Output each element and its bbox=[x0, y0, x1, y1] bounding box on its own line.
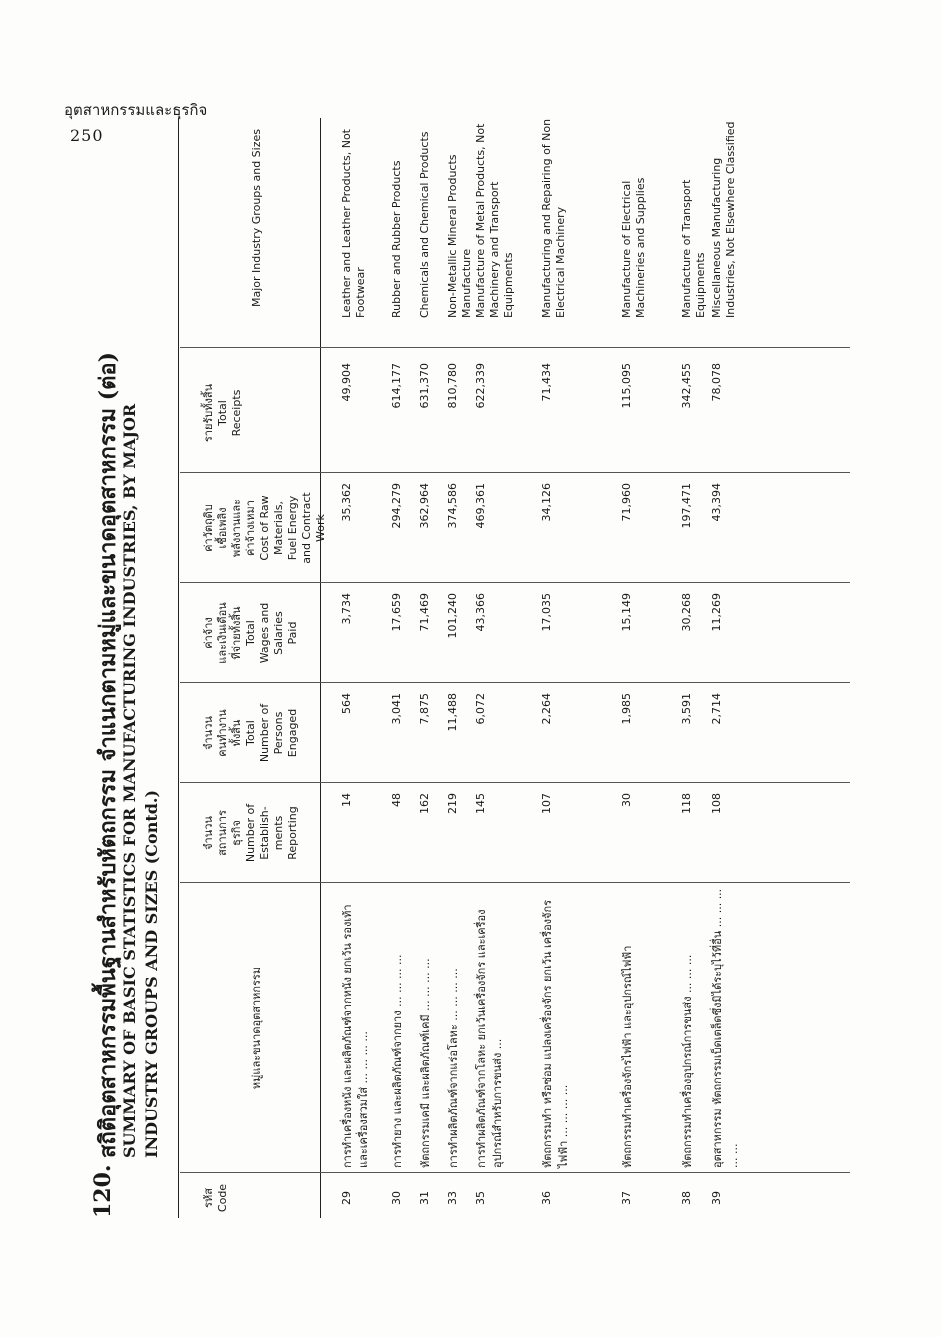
row-wages: 17,035 bbox=[540, 593, 553, 632]
row-name-th: การทำเครื่องหนัง และผลิตภัณฑ์จากหนัง ยกเว้น รองเท้า และเครื่องสวมใส่ ... ... ... ... bbox=[341, 904, 370, 1168]
row-name-en: Leather and Leather Products, Not Footwear bbox=[340, 129, 367, 318]
row-cost: 469,361 bbox=[474, 483, 487, 529]
header-receipts: รายรับทั้งสิ้น Total Receipts bbox=[202, 383, 243, 443]
row-establishments: 107 bbox=[540, 793, 553, 814]
row-name-th: หัตถกรรมเคมี และผลิตภัณฑ์เคมี ... ... ... ... bbox=[419, 958, 432, 1168]
row-wages: 3,734 bbox=[340, 593, 353, 625]
row-cost: 34,126 bbox=[540, 483, 553, 522]
row-receipts: 810,780 bbox=[446, 363, 459, 409]
row-name-en: Chemicals and Chemical Products bbox=[418, 131, 431, 318]
row-code: 38 bbox=[680, 1191, 693, 1205]
column-divider bbox=[180, 582, 850, 583]
row-cost: 294,279 bbox=[390, 483, 403, 529]
row-name-en: Manufacture of Metal Products, Not Machinery and Transport Equipments bbox=[474, 123, 515, 318]
row-name-en: Manufacturing and Repairing of Non Electrical Machinery bbox=[540, 118, 567, 318]
column-divider bbox=[180, 682, 850, 683]
row-name-en: Miscellaneous Manufacturing Industries, Not Elsewhere Classified bbox=[710, 121, 737, 318]
row-cost: 35,362 bbox=[340, 483, 353, 522]
row-name-th: หัตถกรรมทำเครื่องจักรไฟฟ้า และอุปกรณ์ไฟฟ้า bbox=[621, 945, 634, 1168]
header-wages: ค่าจ้าง และเงินเดือน ที่จ่ายทั้งสิ้น Total Wages and Salaries Paid bbox=[202, 602, 299, 664]
row-code: 30 bbox=[390, 1191, 403, 1205]
row-establishments: 145 bbox=[474, 793, 487, 814]
row-code: 31 bbox=[418, 1191, 431, 1205]
column-divider bbox=[180, 882, 850, 883]
row-establishments: 30 bbox=[620, 793, 633, 807]
row-wages: 71,469 bbox=[418, 593, 431, 632]
row-code: 39 bbox=[710, 1191, 723, 1205]
row-establishments: 162 bbox=[418, 793, 431, 814]
row-establishments: 14 bbox=[340, 793, 353, 807]
top-rule bbox=[178, 118, 179, 1218]
row-code: 33 bbox=[446, 1191, 459, 1205]
header-establishments: จำนวน สถานการ ธุรกิจ Number of Establish- ments Reporting bbox=[202, 803, 299, 863]
row-receipts: 622,339 bbox=[474, 363, 487, 409]
row-persons: 2,264 bbox=[540, 693, 553, 725]
row-persons: 11,488 bbox=[446, 693, 459, 732]
header-rule bbox=[320, 118, 321, 1218]
header-cost: ค่าวัตถุดิบ เชื้อเพลิง พลังงานและ ค่าจ้างเหมา Cost of Raw Materials, Fuel Energy and Contract Work bbox=[202, 492, 327, 564]
row-name-th: การทำผลิตภัณฑ์จากโลหะ ยกเว้นเครื่องจักร และเครื่องอุปกรณ์สำหรับการขนส่ง ... bbox=[475, 909, 504, 1168]
row-establishments: 219 bbox=[446, 793, 459, 814]
row-receipts: 78,078 bbox=[710, 363, 723, 402]
table-title-en-1: SUMMARY OF BASIC STATISTICS FOR MANUFACTURING INDUSTRIES, BY MAJOR bbox=[120, 403, 139, 1158]
page-number: 250 bbox=[70, 126, 104, 145]
row-establishments: 48 bbox=[390, 793, 403, 807]
row-wages: 30,268 bbox=[680, 593, 693, 632]
row-code: 37 bbox=[620, 1191, 633, 1205]
row-persons: 7,875 bbox=[418, 693, 431, 725]
row-wages: 43,366 bbox=[474, 593, 487, 632]
row-receipts: 342,455 bbox=[680, 363, 693, 409]
row-name-en: Manufacture of Electrical Machineries and Supplies bbox=[620, 177, 647, 318]
header-code: รหัส Code bbox=[202, 1183, 229, 1213]
row-name-en: Manufacture of Transport Equipments bbox=[680, 179, 707, 318]
column-divider bbox=[180, 782, 850, 783]
header-persons: จำนวน คนทำงาน ทั้งสิ้น Total Number of Persons Engaged bbox=[202, 703, 299, 763]
row-name-en: Non-Metallic Mineral Products Manufacture bbox=[446, 154, 473, 318]
table-title-th: สถิติอุตสาหกรรมพื้นฐานสำหรับหัตถกรรม จำแนกตามหมู่และขนาดอุตสาหกรรม (ต่อ) bbox=[95, 352, 121, 1158]
row-persons: 3,041 bbox=[390, 693, 403, 725]
row-code: 35 bbox=[474, 1191, 487, 1205]
row-receipts: 631,370 bbox=[418, 363, 431, 409]
row-persons: 2,714 bbox=[710, 693, 723, 725]
row-wages: 17,659 bbox=[390, 593, 403, 632]
row-cost: 374,586 bbox=[446, 483, 459, 529]
row-cost: 71,960 bbox=[620, 483, 633, 522]
header-group-en: Major Industry Groups and Sizes bbox=[250, 129, 263, 307]
row-name-th: การทำยาง และผลิตภัณฑ์จากยาง ... ... ... ... bbox=[391, 954, 404, 1168]
row-name-th: การทำผลิตภัณฑ์จากแร่อโลหะ ... ... ... ... bbox=[447, 968, 460, 1168]
row-cost: 197,471 bbox=[680, 483, 693, 529]
row-name-th: หัตถกรรมทำ หรือซ่อม แปลงเครื่องจักร ยกเว้น เครื่องจักรไฟฟ้า ... ... ... ... bbox=[541, 899, 570, 1168]
row-name-th: อุตสาหกรรม หัตถกรรมเบ็ดเตล็ดซึ่งมิได้ระบุไว้ที่อื่น ... ... ... ... ... bbox=[711, 888, 740, 1168]
row-receipts: 49,904 bbox=[340, 363, 353, 402]
row-persons: 1,985 bbox=[620, 693, 633, 725]
row-persons: 6,072 bbox=[474, 693, 487, 725]
row-receipts: 614,177 bbox=[390, 363, 403, 409]
column-divider bbox=[180, 1172, 850, 1173]
row-receipts: 71,434 bbox=[540, 363, 553, 402]
row-code: 36 bbox=[540, 1191, 553, 1205]
row-persons: 3,591 bbox=[680, 693, 693, 725]
row-code: 29 bbox=[340, 1191, 353, 1205]
column-divider bbox=[180, 347, 850, 348]
row-establishments: 118 bbox=[680, 793, 693, 814]
row-receipts: 115,095 bbox=[620, 363, 633, 409]
column-divider bbox=[180, 472, 850, 473]
running-head: อุตสาหกรรมและธุรกิจ bbox=[64, 101, 208, 119]
table-number: 120. bbox=[90, 1164, 116, 1218]
row-cost: 43,394 bbox=[710, 483, 723, 522]
rotated-table bbox=[90, 118, 850, 1218]
row-establishments: 108 bbox=[710, 793, 723, 814]
row-name-en: Rubber and Rubber Products bbox=[390, 160, 403, 318]
row-wages: 15,149 bbox=[620, 593, 633, 632]
table-title-en-2: INDUSTRY GROUPS AND SIZES (Contd.) bbox=[142, 789, 161, 1158]
row-wages: 11,269 bbox=[710, 593, 723, 632]
row-cost: 362,964 bbox=[418, 483, 431, 529]
row-name-th: หัตถกรรมทำเครื่องอุปกรณ์การขนส่ง ... ... ... bbox=[681, 954, 694, 1168]
row-wages: 101,240 bbox=[446, 593, 459, 639]
row-persons: 564 bbox=[340, 693, 353, 714]
header-group-th: หมู่และขนาดอุตสาหกรรม bbox=[250, 966, 263, 1090]
